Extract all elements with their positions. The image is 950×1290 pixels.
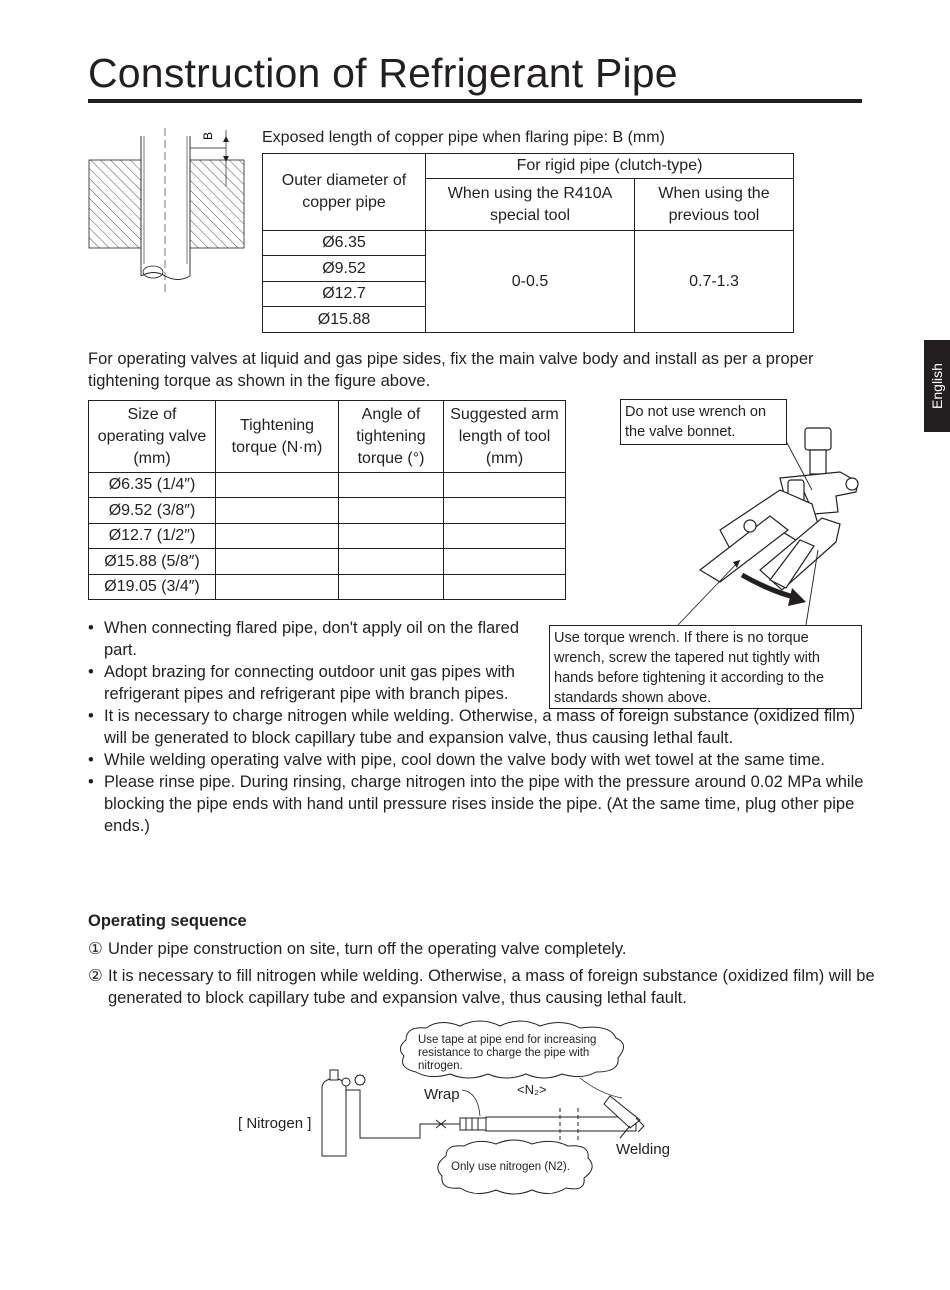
valve-size-cell: Ø6.35 (1/4″) [89, 473, 216, 498]
arm-length-cell [444, 473, 566, 498]
diameter-cell: Ø6.35 [263, 231, 426, 256]
torque-cell [216, 473, 339, 498]
bonnet-warning-callout: Do not use wrench on the valve bonnet. [620, 399, 787, 445]
diameter-cell: Ø12.7 [263, 282, 426, 307]
valve-size-cell: Ø12.7 (1/2″) [89, 524, 216, 549]
sequence-step [88, 965, 888, 1009]
header-r410a-tool: When using the R410A special tool [426, 179, 635, 231]
diameter-cell: Ø9.52 [263, 256, 426, 282]
arm-length-cell [444, 498, 566, 524]
language-tab-label: English [929, 363, 945, 409]
list-item: • Please rinse pipe. During rinsing, charge nitrogen into the pipe with the pressure around 0.02 MPa while blocking the pipe ends with hand until pressure rises inside the pipe. (At the same time, plug other pipe ends.) [88, 771, 874, 837]
torque-header: Suggested arm length of tool (mm) [444, 401, 566, 473]
flare-length-table [262, 153, 794, 333]
nitrogen-only-cloud-note: Only use nitrogen (N2). [451, 1161, 570, 1173]
intro-paragraph: For operating valves at liquid and gas pipe sides, fix the main valve body and install as per a proper tightening torque as shown in the figure above. [88, 350, 814, 390]
torque-header: Tightening torque (N·m) [216, 401, 339, 473]
angle-cell [339, 498, 444, 524]
wrench-figure [600, 420, 870, 630]
precaution-list [88, 617, 874, 837]
angle-cell [339, 524, 444, 549]
welding-label: Welding [616, 1141, 670, 1158]
angle-cell [339, 549, 444, 575]
angle-cell [339, 575, 444, 600]
n2-flow-label: <N₂> [517, 1082, 547, 1097]
step-number: ② [88, 967, 103, 985]
angle-cell [339, 473, 444, 498]
step-text: Under pipe construction on site, turn off the operating valve completely. [108, 940, 627, 958]
torque-cell [216, 498, 339, 524]
torque-cell [216, 524, 339, 549]
header-outer-diameter: Outer diameter of copper pipe [263, 154, 426, 231]
value-previous: 0.7-1.3 [635, 231, 794, 333]
table-row [89, 549, 566, 575]
valve-size-cell: Ø15.88 (5/8″) [89, 549, 216, 575]
arm-length-cell [444, 549, 566, 575]
torque-cell [216, 549, 339, 575]
torque-wrench-callout: Use torque wrench. If there is no torque wrench, screw the tapered nut tightly with hands before tightening it according to the standards shown above. [549, 625, 862, 709]
list-item: • While welding operating valve with pipe, cool down the valve body with wet towel at the same time. [88, 749, 874, 771]
torque-header: Angle of tightening torque (°) [339, 401, 444, 473]
title-underline [88, 99, 862, 103]
table-row [89, 524, 566, 549]
arm-length-cell [444, 575, 566, 600]
table-row [89, 575, 566, 600]
diameter-cell: Ø15.88 [263, 307, 426, 333]
torque-table [88, 400, 566, 600]
wrap-label: Wrap [424, 1086, 460, 1103]
flare-pipe-figure [86, 126, 248, 298]
valve-size-cell: Ø19.05 (3/4″) [89, 575, 216, 600]
operating-sequence-title: Operating sequence [88, 912, 247, 930]
list-item: • Adopt brazing for connecting outdoor unit gas pipes with refrigerant pipes and refrigerant pipe with branch pipes. [88, 661, 544, 705]
language-tab [924, 340, 950, 432]
arm-length-cell [444, 524, 566, 549]
list-item: • It is necessary to charge nitrogen while welding. Otherwise, a mass of foreign substance (oxidized film) will be generated to block capillary tube and expansion valve, thus causing lethal fault. [88, 705, 858, 749]
flare-table-caption: Exposed length of copper pipe when flaring pipe: B (mm) [262, 129, 665, 146]
torque-header: Size of operating valve (mm) [89, 401, 216, 473]
valve-size-cell: Ø9.52 (3/8″) [89, 498, 216, 524]
step-number: ① [88, 940, 103, 958]
table-row [89, 498, 566, 524]
table-row [89, 473, 566, 498]
step-text: It is necessary to fill nitrogen while welding. Otherwise, a mass of foreign substance (oxidized film) will be generated to block capillary tube and expansion valve, thus causing lethal fault. [108, 967, 875, 1007]
list-item: • When connecting flared pipe, don't apply oil on the flared part. [88, 617, 544, 661]
value-r410a: 0-0.5 [426, 231, 635, 333]
torque-cell [216, 575, 339, 600]
header-rigid-pipe: For rigid pipe (clutch-type) [426, 154, 794, 179]
nitrogen-label: [ Nitrogen ] [238, 1115, 312, 1132]
dimension-b-label: B [201, 131, 215, 141]
tape-cloud-note: Use tape at pipe end for increasing resistance to charge the pipe with nitrogen. [418, 1034, 597, 1072]
header-previous-tool: When using the previous tool [635, 179, 794, 231]
page-title: Construction of Refrigerant Pipe [88, 50, 678, 96]
sequence-step [88, 938, 868, 960]
